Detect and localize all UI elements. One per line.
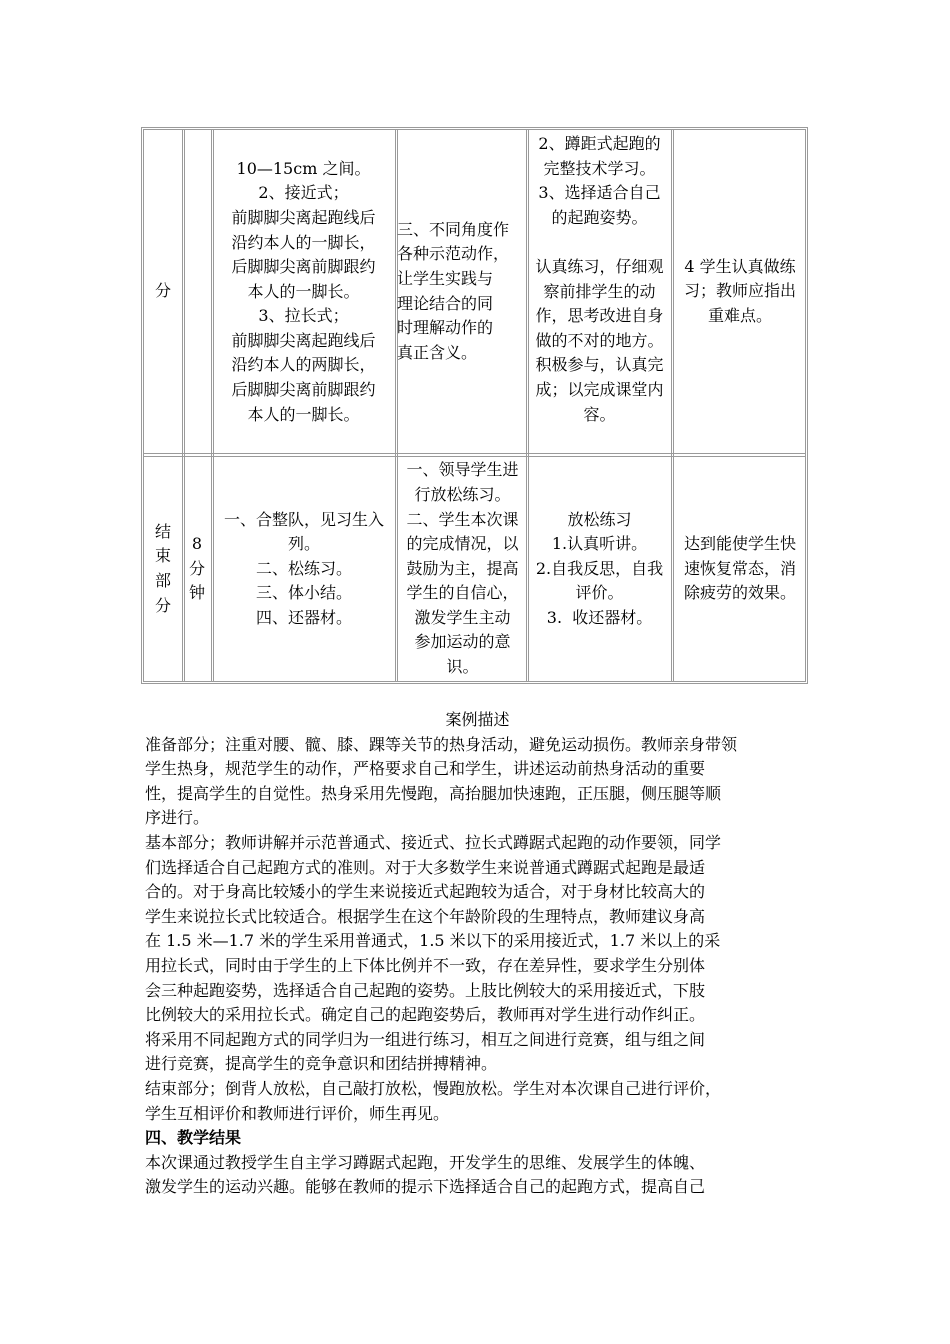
cell-line: 二、学生本次课 xyxy=(406,509,519,529)
cell-line: 真正含义。 xyxy=(397,342,478,362)
description-paragraphs xyxy=(145,733,810,1127)
description-paragraph xyxy=(145,1077,810,1126)
row2-duration-cell xyxy=(183,457,211,681)
row1-goal-cell xyxy=(673,130,807,453)
cell-line xyxy=(597,230,602,255)
cell-line: 放松练习 xyxy=(567,509,632,529)
cell-line: 本人的一脚长。 xyxy=(247,404,360,424)
cell-line: 2、接近式； xyxy=(258,183,349,203)
row1-section-text: 分 xyxy=(154,281,171,301)
result-paragraph xyxy=(145,1151,810,1200)
cell-line: 列。 xyxy=(287,534,320,554)
cell-line: 沿约本人的一脚长， xyxy=(231,232,376,252)
row1-student-cell xyxy=(528,132,671,452)
cell-line: 结 xyxy=(154,521,171,541)
paragraph-line: 学生来说拉长式比较适合。根据学生在这个年龄阶段的生理特点，教师建议身高 xyxy=(145,906,706,926)
cell-line: 成；以完成课堂内 xyxy=(535,379,664,399)
cell-line: 速恢复常态，消 xyxy=(683,558,796,578)
section-heading: 四、教学结果 xyxy=(145,1128,242,1148)
description-paragraph xyxy=(145,733,810,831)
cell-line: 容。 xyxy=(583,404,616,424)
cell-line: 10—15cm 之间。 xyxy=(236,158,371,178)
cell-line: 除疲劳的效果。 xyxy=(683,583,796,603)
cell-line: 8 xyxy=(191,534,203,554)
cell-line: 三、不同角度作 xyxy=(397,219,510,239)
cell-line: 完整技术学习。 xyxy=(543,158,656,178)
description-paragraph xyxy=(145,831,810,1077)
cell-line: 一、领导学生进 xyxy=(406,460,519,480)
cell-line: 鼓励为主，提高 xyxy=(406,558,519,578)
cell-line: 积极参与，认真完 xyxy=(535,355,664,375)
cell-line: 沿约本人的两脚长， xyxy=(231,355,376,375)
row2-teacher-cell xyxy=(397,457,528,681)
cell-line: 3、拉长式； xyxy=(258,306,349,326)
cell-line: 3. 收还器材。 xyxy=(546,607,653,627)
lesson-plan-table xyxy=(141,127,808,684)
cell-line: 的起跑姿势。 xyxy=(551,207,648,227)
row2-student-cell xyxy=(528,457,671,681)
cell-line: 四、还器材。 xyxy=(255,607,352,627)
paragraph-line: 本次课通过教授学生自主学习蹲踞式起跑，开发学生的思维、发展学生的体魄、 xyxy=(145,1152,706,1172)
cell-line: 1.认真听讲。 xyxy=(551,534,648,554)
case-description xyxy=(145,708,810,1200)
cell-line: 识。 xyxy=(446,657,479,677)
cell-line: 前脚脚尖离起跑线后 xyxy=(231,330,376,350)
cell-line: 理论结合的同 xyxy=(397,293,494,313)
cell-line: 作，思考改进自身 xyxy=(535,306,664,326)
cell-line: 后脚脚尖离前脚跟约 xyxy=(231,257,376,277)
cell-line: 本人的一脚长。 xyxy=(247,281,360,301)
cell-line: 分 xyxy=(154,595,171,615)
cell-line: 钟 xyxy=(188,583,205,603)
cell-line: 各种示范动作， xyxy=(397,244,510,264)
cell-line: 一、合整队，见习生入 xyxy=(223,509,384,529)
row1-teacher-cell xyxy=(397,130,528,453)
paragraph-line: 在 1.5 米—1.7 米的学生采用普通式，1.5 米以下的采用接近式，1.7 米以上的采 xyxy=(145,931,721,951)
row2-content-cell xyxy=(213,457,395,681)
paragraph-line: 准备部分；注重对腰、髋、膝、踝等关节的热身活动，避免运动损伤。教师亲身带领 xyxy=(145,734,738,754)
cell-line: 三、体小结。 xyxy=(255,583,352,603)
cell-line: 2.自我反思，自我 xyxy=(535,558,664,578)
paragraph-line: 会三种起跑姿势，选择适合自己起跑的姿势。上肢比例较大的采用接近式，下肢 xyxy=(145,980,706,1000)
row1-content-cell xyxy=(212,152,395,432)
cell-line: 重难点。 xyxy=(707,305,772,325)
cell-line: 二、松练习。 xyxy=(255,558,352,578)
row2-section-cell xyxy=(144,457,182,681)
cell-line: 做的不对的地方。 xyxy=(535,330,664,350)
cell-line: 4 学生认真做练 xyxy=(684,256,796,276)
paragraph-line: 性，提高学生的自觉性。热身采用先慢跑，高抬腿加快速跑，正压腿，侧压腿等顺 xyxy=(145,783,722,803)
cell-line: 达到能使学生快 xyxy=(683,534,796,554)
paragraph-line: 序进行。 xyxy=(145,808,210,828)
paragraph-line: 用拉长式，同时由于学生的上下体比例并不一致，存在差异性，要求学生分别体 xyxy=(145,955,706,975)
cell-line: 评价。 xyxy=(575,583,624,603)
row1-section-cell xyxy=(144,130,182,453)
cell-line: 分 xyxy=(188,558,205,578)
cell-line: 部 xyxy=(154,571,171,590)
cell-line: 让学生实践与 xyxy=(397,268,494,288)
paragraph-line: 将采用不同起跑方式的同学归为一组进行练习，相互之间进行竞赛，组与组之间 xyxy=(145,1029,706,1049)
paragraph-line: 激发学生的运动兴趣。能够在教师的提示下选择适合自己的起跑方式，提高自己 xyxy=(145,1177,706,1197)
paragraph-line: 进行竞赛，提高学生的竞争意识和团结拼搏精神。 xyxy=(145,1054,498,1074)
cell-line: 2、蹲距式起跑的 xyxy=(538,134,661,153)
cell-line: 时理解动作的 xyxy=(397,318,494,338)
cell-line: 3、选择适合自己 xyxy=(538,183,661,203)
cell-line: 参加运动的意 xyxy=(414,632,511,652)
cell-line: 认真练习，仔细观 xyxy=(535,256,664,276)
cell-line: 行放松练习。 xyxy=(414,484,511,504)
description-caption: 案例描述 xyxy=(445,710,510,729)
paragraph-line: 比例较大的采用拉长式。确定自己的起跑姿势后，教师再对学生进行动作纠正。 xyxy=(145,1005,706,1025)
cell-line: 后脚脚尖离前脚跟约 xyxy=(231,380,376,400)
cell-line: 学生的自信心， xyxy=(406,583,519,603)
row2-goal-cell xyxy=(673,457,807,681)
paragraph-line: 们选择适合自己起跑方式的准则。对于大多数学生来说普通式蹲踞式起跑是最适 xyxy=(145,857,706,877)
cell-line: 的完成情况，以 xyxy=(406,534,519,554)
paragraph-line: 学生互相评价和教师进行评价，师生再见。 xyxy=(145,1103,450,1123)
cell-line: 前脚脚尖离起跑线后 xyxy=(231,207,376,227)
paragraph-line: 基本部分；教师讲解并示范普通式、接近式、拉长式蹲踞式起跑的动作要领，同学 xyxy=(145,832,722,852)
paragraph-line: 学生热身，规范学生的动作，严格要求自己和学生，讲述运动前热身活动的重要 xyxy=(145,759,706,779)
cell-line: 激发学生主动 xyxy=(414,607,511,627)
cell-line: 束 xyxy=(154,546,171,566)
cell-line: 习；教师应指出 xyxy=(683,281,796,301)
cell-line: 察前排学生的动 xyxy=(543,281,656,301)
paragraph-line: 结束部分；倒背人放松，自己敲打放松，慢跑放松。学生对本次课自己进行评价， xyxy=(145,1078,722,1098)
paragraph-line: 合的。对于身高比较矮小的学生来说接近式起跑较为适合，对于身材比较高大的 xyxy=(145,882,706,902)
